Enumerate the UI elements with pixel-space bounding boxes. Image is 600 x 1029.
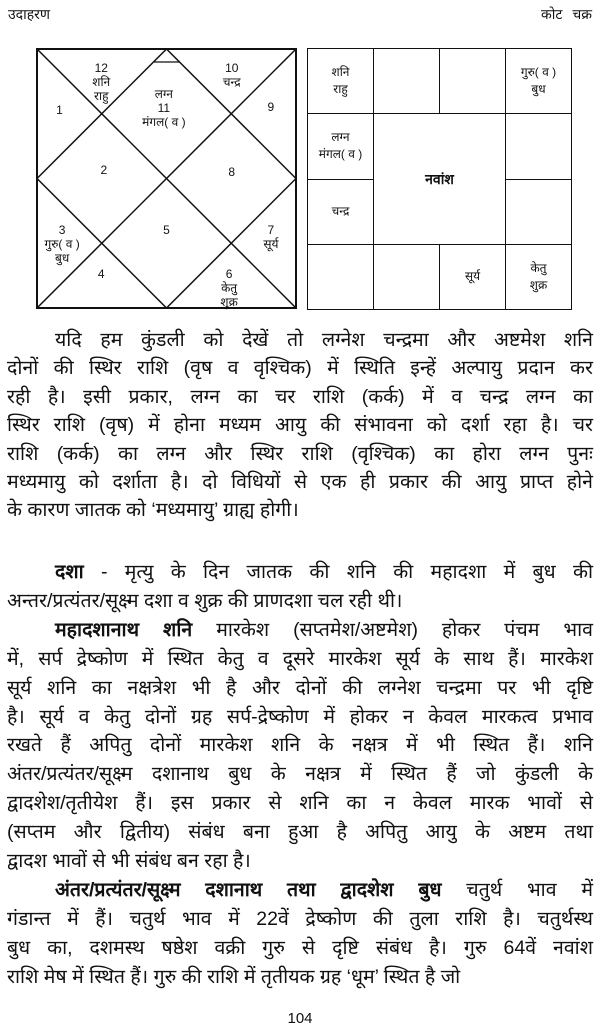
bold-term: महादशानाथ शनि: [55, 618, 193, 641]
line-text: मध्यमायु को दर्शाता है। दो विधियों से एक ही प्रकार की आयु प्राप्त होने: [7, 471, 593, 494]
line-text: है। सूर्य व केतु दोनों ग्रह सर्प-द्रेष्कोण में होकर न केवल मारकत्व प्रभाव: [7, 705, 593, 728]
text-line: [7, 587, 593, 616]
text-line: [7, 354, 593, 382]
line-text: द्वादशेश/तृतीयेश हैं। इस प्रकार से शनि का न केवल मारक भावों से: [7, 792, 593, 815]
house-4: [268, 100, 275, 114]
house-number: 12: [94, 61, 108, 76]
house-number: 9: [267, 100, 275, 115]
navamsa-cell: [373, 244, 440, 310]
house-number: लग्न: [154, 87, 173, 102]
planet-label: शनि: [331, 65, 350, 80]
planet-label: राहु: [94, 89, 109, 104]
text-line: [7, 616, 593, 645]
planet-label: मंगल( व ): [318, 147, 363, 162]
house-9: [98, 267, 105, 281]
line-text: दोनों की स्थिर राशि (वृष व वृश्चिक) में स्थिति इन्हें अल्पायु प्रदान कर: [7, 357, 593, 380]
line-text: - मृत्यु के दिन जातक की शनि की महादशा में बुध की: [83, 561, 593, 583]
planet-label: बुध: [54, 250, 70, 265]
navamsa-title: नवांश: [373, 113, 506, 245]
navamsa-cell: [307, 113, 374, 179]
line-text: द्वादश भावों से भी संबंध बन रहा है।: [7, 850, 251, 873]
line-text: गंडान्त में हैं। चतुर्थ भाव में 22वें द्रेष्कोण की तुला राशि है। चतुर्थस्थ: [7, 907, 593, 930]
planet-label: शुक्र: [529, 277, 548, 292]
line-text: चतुर्थ भाव में: [441, 878, 593, 901]
planet-label: गुरु( व ): [44, 236, 80, 251]
text-line: [7, 905, 593, 934]
navamsa-cell: [439, 244, 506, 310]
house-3: [56, 103, 63, 117]
text-line: [7, 411, 593, 439]
navamsa-cell: [505, 113, 572, 179]
line-text: स्थिर राशि (वृष) में होना मध्यम आयु की संभावना को दर्शा रहा है। चर: [7, 414, 593, 437]
line-text: अन्तर/प्रत्यंतर/सूक्ष्म दशा व शुक्र की प्राणदशा चल रही थी।: [7, 589, 403, 612]
house-10: [263, 223, 278, 251]
planet-label: लग्न: [331, 130, 350, 145]
planet-label: चन्द्र: [222, 75, 241, 90]
house-number: 2: [100, 162, 108, 177]
bold-term: दशा: [55, 561, 84, 583]
house-number: 4: [97, 267, 105, 282]
house-0: [92, 61, 110, 103]
page-number: 104: [287, 1010, 313, 1027]
planet-label: सूर्य: [464, 269, 481, 284]
line-text: मारकेश (सप्तमेश/अष्टमेश) होकर पंचम भाव: [192, 618, 593, 641]
line-text: बुध का, दशमस्थ षष्ठेश वक्री गुरु से दृष्टि संबंध है। गुरु 64वें नवांश: [7, 936, 593, 959]
text-line: [7, 847, 593, 876]
house-number: 5: [163, 222, 170, 237]
planet-label: केतु: [530, 260, 547, 275]
line-text: में, सर्प द्रेष्कोण में स्थित केतु व दूसरे मारकेश सूर्य के साथ हैं। मारकेश: [7, 647, 593, 670]
text-line: [7, 731, 593, 760]
running-header-left: उदाहरण: [8, 6, 51, 22]
line-text: यदि हम कुंडली को देखें तो लग्नेश चन्द्रमा और अष्टमेश शनि: [55, 329, 593, 351]
house-number: 6: [225, 267, 233, 282]
line-text: राशि (कर्क) का लग्न और स्थिर राशि (वृश्चिक) का होरा लग्न पुनः: [7, 442, 593, 465]
planet-label: सूर्य: [263, 236, 279, 251]
line-text: रखते हैं अपितु दोनों मारकेश शनि के नक्षत्र में भी स्थित हैं। शनि: [7, 734, 593, 757]
planet-label: बुध: [531, 82, 546, 97]
line-text: (सप्तम और द्वितीय) संबंध बना हुआ है अपितु आयु के अष्टम तथा: [7, 821, 593, 844]
navamsa-cell: [373, 48, 440, 114]
planet-label: शनि: [92, 75, 111, 90]
planet-label: मंगल( व ): [142, 115, 186, 130]
house-number: 8: [228, 165, 236, 180]
house-11: [220, 267, 237, 309]
navamsa-cell: [307, 48, 374, 114]
text-line: [7, 789, 593, 818]
planet-label: राहु: [333, 82, 348, 97]
house-6: [228, 165, 235, 179]
line-text: रही है। इसी प्रकार, लग्न का चर राशि (कर्क) में व चन्द्र लग्न का: [7, 385, 593, 408]
text-line: [7, 760, 593, 789]
text-line: [7, 876, 593, 905]
bold-term: अंतर/प्रत्यंतर/सूक्ष्म दशानाथ तथा द्वादशेश बुध: [55, 878, 442, 901]
navamsa-cell: [505, 244, 572, 310]
text-line: [7, 645, 593, 674]
navamsa-cell: [307, 244, 374, 310]
text-line: [7, 934, 593, 963]
running-header-right: कोट चक्र: [541, 6, 592, 22]
navamsa-cell: [307, 179, 374, 245]
line-text: राशि मेष में स्थित हैं। गुरु की राशि में तृतीयक ग्रह ‘धूम’ स्थित है जो: [7, 965, 461, 988]
planet-label: गुरु( व ): [520, 65, 557, 80]
house-number: 10: [225, 61, 239, 76]
text-line: [7, 496, 593, 524]
text-line: [7, 674, 593, 703]
paragraph-dasha: [7, 558, 593, 992]
line-text: सूर्य शनि का नक्षत्रेश भी है और दोनों की लग्नेश चन्द्रमा पर भी दृष्टि: [7, 676, 593, 699]
text-line: [7, 963, 593, 992]
house-number: 7: [267, 222, 275, 237]
line-text: अंतर/प्रत्यंतर/सूक्ष्म दशानाथ बुध के नक्षत्र में स्थित हैं जो कुंडली के: [7, 763, 593, 786]
planet-label: चन्द्र: [331, 204, 350, 219]
text-line: [7, 383, 593, 411]
house-number: 3: [58, 222, 66, 237]
text-line: [7, 818, 593, 847]
house-1: [142, 87, 185, 129]
house-2: [223, 61, 241, 89]
navamsa-cell: [505, 48, 572, 114]
navamsa-cell: [439, 48, 506, 114]
rasi-chart: [36, 48, 297, 309]
navamsa-cell: [505, 179, 572, 245]
house-5: [101, 163, 108, 177]
paragraph-ayu: [7, 326, 593, 525]
navamsa-chart: [307, 48, 571, 309]
house-8: [44, 223, 79, 265]
planet-label: केतु: [221, 281, 238, 296]
house-sign-number: 11: [157, 101, 171, 116]
text-line: [7, 558, 593, 587]
line-text: के कारण जातक को ‘मध्यमायु’ ग्राह्य होगी।: [7, 499, 299, 522]
house-7: [163, 223, 170, 237]
house-number: 1: [56, 102, 63, 117]
text-line: [7, 440, 593, 468]
text-line: [7, 326, 593, 354]
text-line: [7, 468, 593, 496]
text-line: [7, 703, 593, 732]
planet-label: शुक्र: [220, 295, 238, 310]
